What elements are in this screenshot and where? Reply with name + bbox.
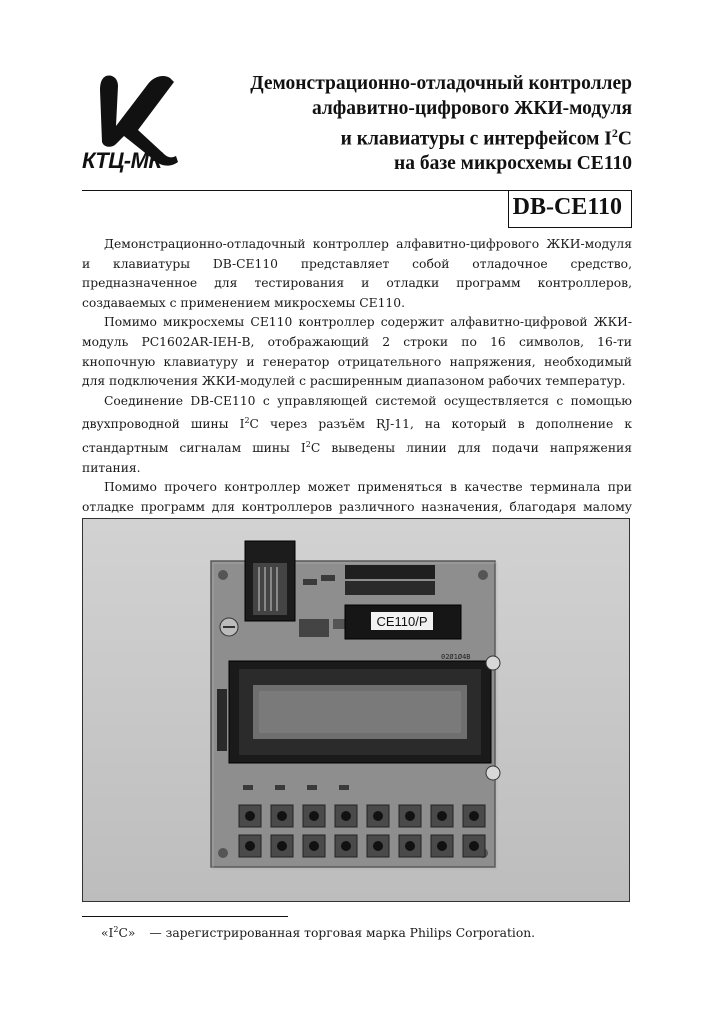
logo-text: КТЦ-МК [82,148,162,173]
paragraph-3: Соединение DB-CE110 с управляющей системой осуществляется с помощью двухпроводной шины $I^2C$ через разъём RJ-11, на который в дополнение к стандартным сигналам шины $I^2C$ выведены линии для подачи напряжения питания. [82,393,632,475]
body-text [82,235,632,537]
title-line-2: алфавитно-цифрового ЖКИ-модуля [311,97,632,119]
footnote: «$I^2C$» — зарегистрированная торговая марка Philips Corporation. [101,925,536,941]
title-line-3: и клавиатуры с интерфейсом $I^2C$ [340,126,632,150]
title-line-4: на базе микросхемы CE110 [393,153,632,174]
paragraph-1: Демонстрационно-отладочный контроллер алфавитно-цифрового ЖКИ-модуля и клавиатуры DB-CE110 представляет собой отладочное средство, предназначенное для тестирования и отладки программ контроллеров, создаваемых с применением микросхемы CE110. [82,237,632,310]
chip-label: CE110/P [376,614,428,629]
board-illustration [83,519,629,901]
footnote-divider [82,916,288,917]
board-photo [82,518,630,902]
paragraph-2: Помимо микросхемы CE110 контроллер содержит алфавитно-цифровой ЖКИ-модуль PC1602AR-IEH-B, отображающий 2 строки по 16 символов, 16-ти кнопочную клавиатуру и генератор отрицательного напряжения, необходимый для подключения ЖКИ-модулей с расширенным диапазоном рабочих температур. [82,315,632,389]
pcb-marking: 02Ø1Ø4B [441,653,471,661]
model-name: DB-CE110 [512,194,622,220]
ce110-chip-icon [345,605,461,639]
document-title [192,72,632,177]
lcd-module-icon [229,661,491,763]
rj11-connector-icon [245,541,295,621]
paragraph-4: Помимо прочего контроллер может применяться в качестве терминала при отладке программ для контроллеров различного назначения, благодаря малому [82,480,632,514]
title-line-1: Демонстрационно-отладочный контроллер [250,73,632,94]
